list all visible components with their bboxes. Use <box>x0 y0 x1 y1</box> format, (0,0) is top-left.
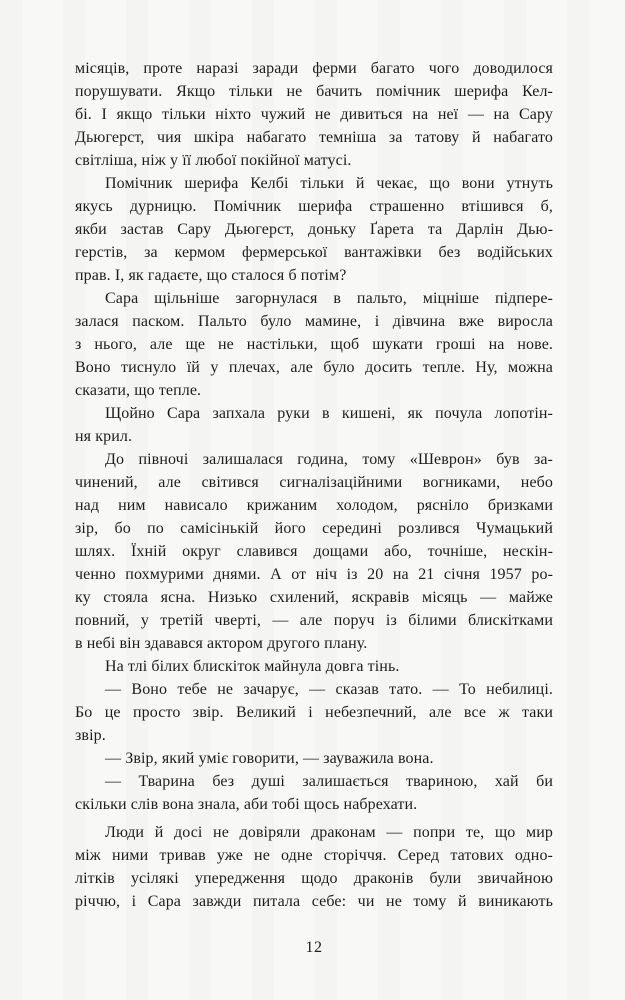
paragraph <box>75 402 553 448</box>
text-line: герстів, за кермом фермерської вантажівки без водійських <box>75 244 553 261</box>
text-line: Сара щільніше загорнулася в пальто, міцніше підпере- <box>105 290 553 307</box>
text-line: порушувати. Якщо тільки не бачить помічник шерифа Кел- <box>75 83 553 100</box>
paragraph <box>75 287 553 402</box>
text-line: літків усілякі упередження щодо драконів були звичайною <box>75 870 553 887</box>
text-line: Дьюгерст, чия шкіра набагато темніша за татову й набагато <box>75 129 553 146</box>
text-line: сказати, що тепле. <box>75 382 202 399</box>
paragraph <box>75 57 553 172</box>
paragraph <box>75 172 553 287</box>
text-line: Щойно Сара запхала руки в кишені, як почула лопотін- <box>105 405 553 422</box>
text-line: якби застав Сару Дьюгерст, доньку Ґарета та Дарлін Дью- <box>75 221 553 238</box>
text-line: Помічник шерифа Келбі тільки й чекає, що вони утнуть <box>105 175 553 192</box>
paragraph <box>75 821 553 913</box>
text-line: з нього, але ще не настільки, щоб шукати гроші на нове. <box>75 336 553 353</box>
text-line: повний, у третій чверті, — але поруч із білими блискітками <box>75 612 553 629</box>
text-line: над ним нависало крижаним холодом, рясніло бризками <box>75 497 553 514</box>
text-line: Бо це просто звір. Великий і небезпечний, але все ж таки <box>75 704 553 721</box>
text-line: річчю, і Сара завжди питала себе: чи не тому й виникають <box>75 893 553 910</box>
text-line: в небі він здавався актором другого плану. <box>75 635 368 652</box>
paragraph <box>75 678 553 747</box>
text-line: звір. <box>75 727 106 744</box>
text-line: бі. І якщо тільки ніхто чужий не дивиться на неї — на Сару <box>75 106 553 123</box>
text-line: Воно тиснуло їй у плечах, але було досить тепле. Ну, можна <box>75 359 553 376</box>
paragraph <box>75 448 553 655</box>
text-line: між ними тривав уже не одне сторіччя. Серед татових одно- <box>75 847 553 864</box>
page-number: 12 <box>305 939 323 956</box>
text-line: ченно похмурими днями. А от ніч із 20 на 21 січня 1957 ро- <box>75 566 553 583</box>
text-line: ня крил. <box>75 428 133 445</box>
text-line: місяців, проте наразі заради ферми багато чого доводилося <box>75 60 553 77</box>
text-line: прав. І, як гадаєте, що сталося б потім? <box>75 267 347 284</box>
paragraph <box>75 655 553 678</box>
text-line: — Звір, який уміє говорити, — зауважила вона. <box>105 750 434 767</box>
text-line: — Тварина без душі залишається твариною, хай би <box>105 773 553 790</box>
text-line: світліша, ніж у її любої покійної матусі. <box>75 152 352 169</box>
paragraph <box>75 747 553 770</box>
text-line: зір, бо по самісінькій його середині розлився Чумацький <box>75 520 553 537</box>
paragraph <box>75 770 553 816</box>
text-line: якусь дурницю. Помічник шерифа страшенно втішився б, <box>75 198 553 215</box>
text-line: — Воно тебе не зачарує, — сказав тато. — То небилиці. <box>105 681 553 698</box>
page-text <box>75 57 553 913</box>
text-line: До півночі залишалася година, тому «Шеврон» був за- <box>105 451 553 468</box>
text-line: скільки слів вона знала, аби тобі щось набрехати. <box>75 796 418 813</box>
text-line: На тлі білих блискіток майнула довга тінь. <box>105 658 400 675</box>
text-line: шлях. Їхній округ славився дощами або, точніше, нескін- <box>75 543 553 560</box>
text-line: ку стояла ясна. Низько схилений, яскравів місяць — майже <box>75 589 553 606</box>
text-line: чинений, але світився сигналізаційними вогниками, небо <box>75 474 553 491</box>
text-line: Люди й досі не довіряли драконам — попри те, що мир <box>105 824 553 841</box>
text-line: залася паском. Пальто було мамине, і дівчина вже виросла <box>75 313 553 330</box>
